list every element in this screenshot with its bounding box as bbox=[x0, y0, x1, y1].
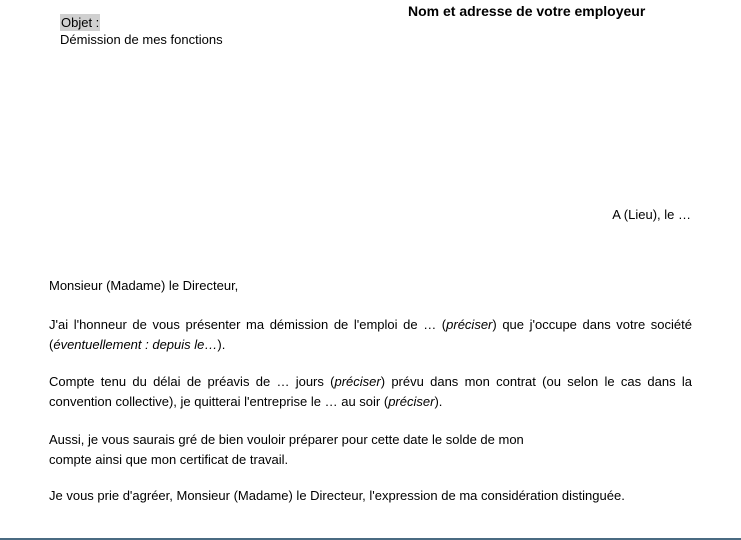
text-run: ) prévu dans mon contrat (ou selon le cas dans la bbox=[380, 374, 692, 389]
paragraph-resignation bbox=[49, 315, 692, 355]
italic-run: préciser bbox=[388, 394, 435, 409]
paragraph-line: Aussi, je vous saurais gré de bien vouloir préparer pour cette date le solde de mon bbox=[49, 432, 524, 447]
text-run: ). bbox=[434, 394, 443, 409]
text-run: ( bbox=[49, 337, 54, 352]
text-run: J'ai l'honneur de vous présenter ma démission de l'emploi de … ( bbox=[49, 317, 447, 332]
subject-block bbox=[60, 14, 223, 48]
paragraph-line bbox=[49, 392, 692, 412]
subject-text: Démission de mes fonctions bbox=[60, 32, 223, 47]
text-run: Compte tenu du délai de préavis de … jours ( bbox=[49, 374, 335, 389]
closing-formula: Je vous prie d'agréer, Monsieur (Madame) le Directeur, l'expression de ma considération distinguée. bbox=[49, 488, 625, 503]
italic-run: préciser bbox=[334, 374, 381, 389]
text-run: convention collective), je quitterai l'entreprise le … au soir ( bbox=[49, 394, 389, 409]
paragraph-notice-period bbox=[49, 372, 692, 412]
employer-address-heading: Nom et adresse de votre employeur bbox=[408, 3, 646, 19]
italic-run: préciser bbox=[446, 317, 493, 332]
paragraph-line bbox=[49, 315, 692, 335]
paragraph-final-settlement bbox=[49, 430, 692, 470]
paragraph-line: compte ainsi que mon certificat de travail. bbox=[49, 452, 289, 467]
text-run: ). bbox=[217, 337, 226, 352]
paragraph-line bbox=[49, 335, 692, 355]
paragraph-line bbox=[49, 372, 692, 392]
text-run: ) que j'occupe dans votre société bbox=[492, 317, 692, 332]
italic-run: éventuellement : depuis le… bbox=[53, 337, 218, 352]
subject-label: Objet : bbox=[61, 15, 100, 30]
salutation: Monsieur (Madame) le Directeur, bbox=[49, 278, 239, 293]
place-date: A (Lieu), le … bbox=[612, 207, 691, 222]
